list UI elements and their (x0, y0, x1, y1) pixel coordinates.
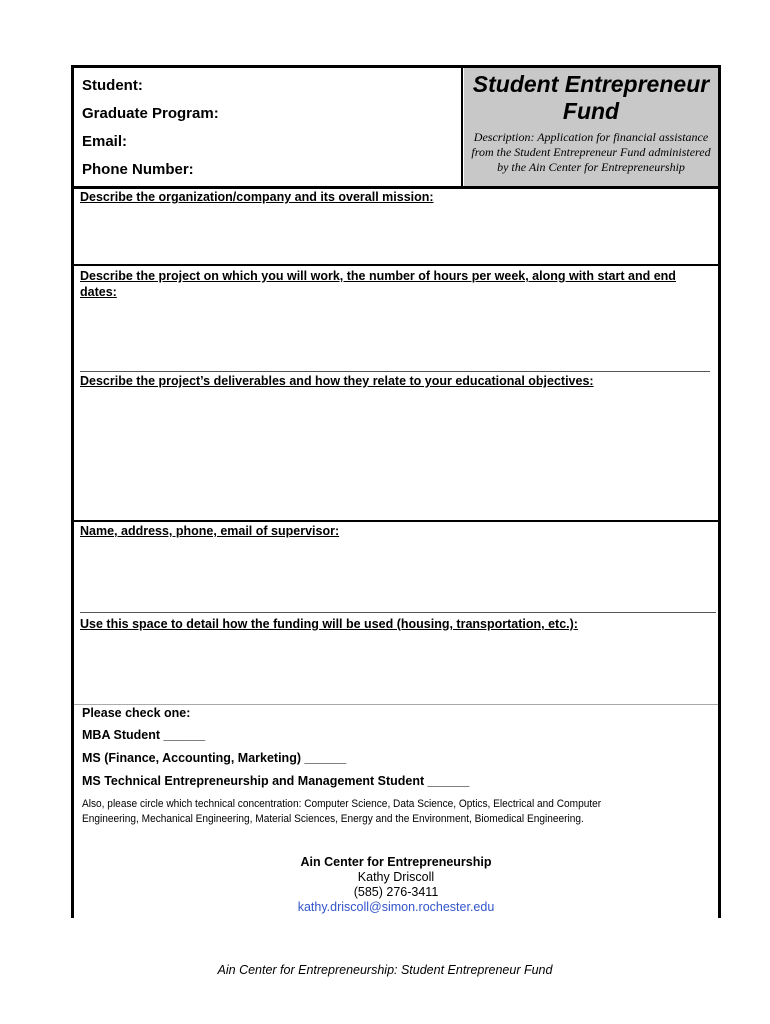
title-block (464, 68, 718, 186)
supervisor-prompt: Name, address, phone, email of supervisor: (80, 524, 340, 538)
divider (80, 371, 710, 372)
form-header (74, 68, 718, 189)
ms-technical-option[interactable]: MS Technical Entrepreneurship and Management Student ______ (82, 774, 470, 788)
contact-phone: (585) 276-3411 (353, 885, 439, 899)
contact-name: Kathy Driscoll (357, 870, 435, 884)
divider (80, 612, 716, 613)
funding-prompt: Use this space to detail how the funding will be used (housing, transportation, etc.): (80, 617, 578, 631)
ms-finance-option[interactable]: MS (Finance, Accounting, Marketing) ______ (82, 751, 347, 765)
contact-org: Ain Center for Entrepreneurship (300, 855, 492, 869)
mission-prompt: Describe the organization/company and its overall mission: (80, 190, 434, 204)
divider (74, 704, 718, 705)
form-description: Description: Application for financial assistance from the Student Entrepreneur Fund administered by the Ain Center for Entrepreneurship (471, 130, 711, 174)
student-info-block (74, 68, 463, 186)
form-title: Student Entrepreneur Fund (472, 71, 710, 124)
application-form (71, 65, 721, 918)
mba-option[interactable]: MBA Student ______ (82, 728, 206, 742)
graduate-program-field-label: Graduate Program: (82, 105, 219, 122)
deliverables-prompt: Describe the project’s deliverables and how they relate to your educational objectives: (80, 374, 594, 388)
project-prompt: Describe the project on which you will work, the number of hours per week, along with start and end dates: (80, 269, 676, 299)
phone-field-label: Phone Number: (82, 161, 194, 178)
email-field-label: Email: (82, 133, 128, 150)
concentration-note: Also, please circle which technical concentration: Computer Science, Data Science, Optics, Electrical and Computer Engineering, Mechanical Engineering, Material Sciences, Energy and the Environment, Biomedical Engineering. (82, 798, 602, 825)
contact-email-link[interactable]: kathy.driscoll@simon.rochester.edu (297, 900, 495, 914)
check-one-prompt: Please check one: (82, 706, 191, 720)
contact-email-row (74, 900, 718, 915)
divider (74, 264, 718, 266)
page-footer: Ain Center for Entrepreneurship: Student Entrepreneur Fund (217, 963, 553, 977)
student-field-label: Student: (82, 77, 143, 94)
divider (74, 520, 718, 522)
